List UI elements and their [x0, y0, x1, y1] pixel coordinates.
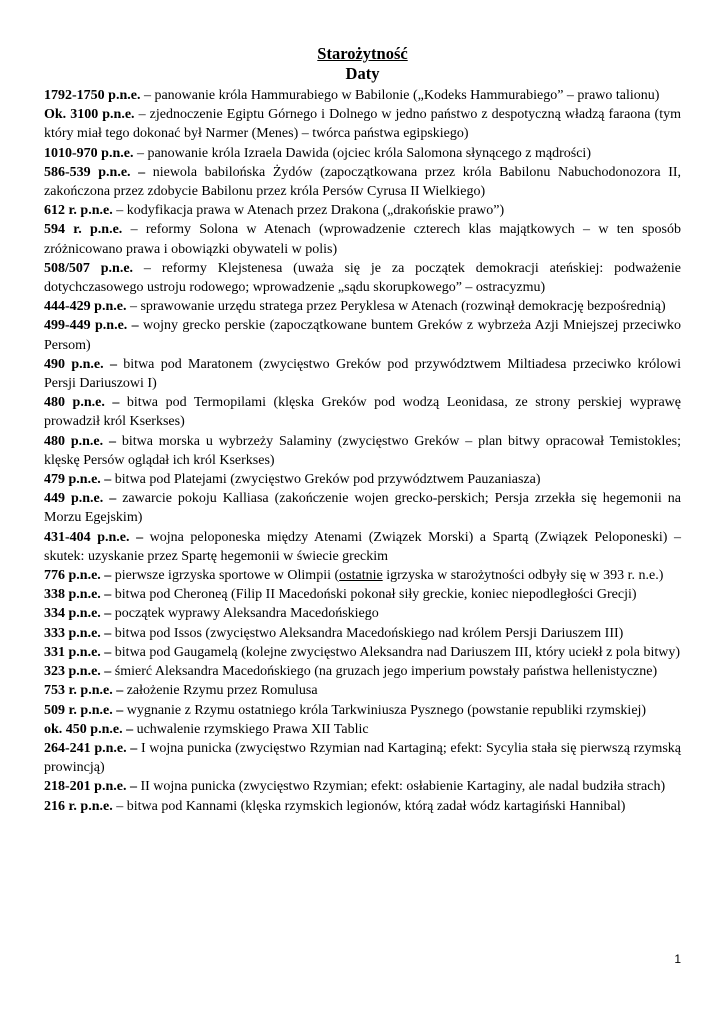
date-entry: 1792-1750 p.n.e. – panowanie króla Hammurabiego w Babilonie („Kodeks Hammurabiego” – prawo talionu)	[44, 88, 660, 103]
date-entry	[44, 604, 681, 623]
date-entry	[44, 566, 681, 585]
entry-date: 480 p.n.e. –	[44, 395, 120, 411]
entry-text: bitwa pod Gaugamelą (kolejne zwycięstwo Aleksandra nad Dariuszem III, który uciekł z pola bitwy)	[114, 644, 681, 660]
entry-text: reformy Solona w Atenach (wprowadzenie czterech klas majątkowych – w ten sposób zróżnicowano prawa i obowiązki obywateli w polis)	[44, 222, 682, 257]
entry-text: igrzyska w starożytności odbyły się w 393 r. n.e.)	[382, 568, 664, 584]
date-entry	[44, 528, 681, 566]
entry-date: 508/507 p.n.e.	[44, 260, 134, 276]
entry-date: 499-449 p.n.e. –	[44, 318, 139, 334]
entry-date: 218-201 p.n.e. –	[44, 779, 137, 795]
entry-text: wojny grecko perskie (zapoczątkowane buntem Greków z wybrzeża Azji Mniejszej przeciwko Persom)	[44, 318, 681, 353]
entry-date: 216 r. p.n.e.	[44, 798, 113, 814]
document-title: Starożytność	[317, 44, 408, 63]
entry-date: 479 p.n.e. –	[44, 472, 112, 488]
entry-date: 594 r. p.n.e.	[44, 222, 123, 238]
date-entry: 1010-970 p.n.e. – panowanie króla Izraela Dawida (ojciec króla Salomona słynącego z mądrości)	[44, 145, 591, 161]
entry-date: Ok. 3100 p.n.e.	[44, 107, 135, 123]
entry-date: 753 r. p.n.e. –	[44, 683, 124, 699]
date-entry	[44, 163, 681, 201]
date-entry	[44, 643, 681, 662]
entry-text: reformy Klejstenesa (uważa się je za początek demokracji ateńskiej: podważenie dotychczasowego ustroju rodowego; wprowadzenie „sądu skorupkowego” – ostracyzmu)	[44, 260, 682, 296]
date-entry	[44, 739, 681, 777]
entry-date: 612 r. p.n.e.	[44, 203, 113, 219]
date-entry	[44, 701, 681, 720]
entry-text: sprawowanie urzędu stratega przez Peryklesa w Atenach (rozwinął demokrację bezpośrednią)	[140, 299, 666, 315]
entry-text: kodyfikacja prawa w Atenach przez Drakona („drakońskie prawo”)	[126, 203, 505, 219]
entry-date: 449 p.n.e. –	[44, 491, 117, 507]
entry-text: pierwsze igrzyska sportowe w Olimpii (	[114, 568, 340, 584]
date-entry	[44, 432, 681, 470]
entry-date: 586-539 p.n.e. –	[44, 164, 146, 180]
entry-text: zawarcie pokoju Kalliasa (zakończenie wojen grecko-perskich; Persja zrzekła się hegemonii na Morzu Egejskim)	[44, 491, 682, 526]
page-number: 1	[674, 952, 681, 966]
date-entry: 612 r. p.n.e. – kodyfikacja prawa w Atenach przez Drakona („drakońskie prawo”)	[44, 203, 505, 219]
date-entry	[44, 393, 681, 431]
date-entry: 508/507 p.n.e. – reformy Klejstenesa (uważa się je za początek demokracji ateńskiej: podważenie dotychczasowego ustroju rodowego; wprowadzenie „sądu skorupkowego” – ostracyzmu)	[44, 260, 682, 296]
entry-text: bitwa pod Cheroneą (Filip II Macedoński pokonał siły greckie, koniec niepodległości Grecji)	[114, 587, 637, 603]
entry-text: wojna peloponeska między Atenami (Związek Morski) a Spartą (Związek Peloponeski) – skutek: uzyskanie przez Spartę hegemonii w świecie greckim	[44, 529, 681, 564]
entry-text: niewola babilońska Żydów (zapoczątkowana przez króla Babilonu Nabuchodonozora II, zakończona przez zdobycie Babilonu przez króla Persów Cyrusa II Wielkiego)	[44, 164, 682, 200]
entry-text: bitwa pod Platejami (zwycięstwo Greków pod przywództwem Pauzaniasza)	[114, 472, 541, 488]
date-entry: Ok. 3100 p.n.e. – zjednoczenie Egiptu Górnego i Dolnego w jedno państwo z despotyczną władzą faraona (tym który miał tego dokonać był Narmer (Menes) – twórca państwa egipskiego)	[44, 107, 681, 142]
entry-date: 490 p.n.e. –	[44, 356, 117, 372]
entry-date: 509 r. p.n.e. –	[44, 702, 124, 718]
date-list	[44, 86, 681, 816]
entry-date: 431-404 p.n.e. –	[44, 529, 144, 545]
date-entry	[44, 355, 681, 393]
entry-underlined-word: ostatnie	[339, 568, 383, 584]
entry-date: 776 p.n.e. –	[44, 568, 112, 584]
entry-text: bitwa pod Maratonem (zwycięstwo Greków pod przywództwem Miltiadesa przeciwko królowi Persji Dariuszowi I)	[44, 356, 682, 392]
document-subtitle: Daty	[345, 64, 380, 83]
entry-text: zjednoczenie Egiptu Górnego i Dolnego w jedno państwo z despotyczną władzą faraona (tym który miał tego dokonać był Narmer (Menes) – twórca państwa egipskiego)	[44, 107, 681, 142]
date-entry	[44, 681, 681, 700]
entry-text: bitwa pod Issos (zwycięstwo Aleksandra Macedońskiego nad królem Persji Dariuszem III)	[114, 625, 624, 641]
date-entry	[44, 470, 681, 489]
entry-text: bitwa morska u wybrzeży Salaminy (zwycięstwo Greków – plan bitwy opracował Temistokles; klęskę Persów oglądał ich król Kserkses)	[44, 433, 682, 468]
date-entry	[44, 316, 681, 354]
entry-text: panowanie króla Izraela Dawida (ojciec króla Salomona słynącego z mądrości)	[147, 145, 591, 161]
entry-date: 323 p.n.e. –	[44, 664, 112, 680]
entry-text: wygnanie z Rzymu ostatniego króla Tarkwiniusza Pysznego (powstanie republiki rzymskiej)	[126, 702, 647, 718]
entry-date: 331 p.n.e. –	[44, 644, 112, 660]
entry-text: bitwa pod Termopilami (klęska Greków pod wodzą Leonidasa, ze strony perskiej wyprawę prowadził król Kserkses)	[44, 395, 681, 430]
entry-date: 1792-1750 p.n.e.	[44, 88, 141, 103]
entry-date: 334 p.n.e. –	[44, 606, 112, 622]
date-entry: 216 r. p.n.e. – bitwa pod Kannami (klęska rzymskich legionów, którą zadał wódz kartagiński Hannibal)	[44, 798, 626, 814]
entry-text: I wojna punicka (zwycięstwo Rzymian nad Kartaginą; efekt: Sycylia stała się pierwszą rzymską prowincją)	[44, 740, 682, 776]
entry-text: II wojna punicka (zwycięstwo Rzymian; efekt: osłabienie Kartaginy, ale nadal budziła strach)	[140, 779, 666, 795]
date-entry	[44, 585, 681, 604]
entry-date: 338 p.n.e. –	[44, 587, 112, 603]
entry-date: 264-241 p.n.e. –	[44, 740, 138, 756]
entry-text: panowanie króla Hammurabiego w Babilonie („Kodeks Hammurabiego” – prawo talionu)	[154, 88, 660, 103]
entry-text: założenie Rzymu przez Romulusa	[126, 683, 318, 699]
entry-text: śmierć Aleksandra Macedońskiego (na gruzach jego imperium powstały państwa hellenistyczne)	[114, 664, 658, 680]
entry-text: początek wyprawy Aleksandra Macedońskiego	[114, 606, 379, 622]
entry-text: bitwa pod Kannami (klęska rzymskich legionów, którą zadał wódz kartagiński Hannibal)	[126, 798, 626, 814]
date-entry	[44, 489, 681, 527]
entry-date: 1010-970 p.n.e.	[44, 145, 134, 161]
date-entry: 594 r. p.n.e. – reformy Solona w Atenach (wprowadzenie czterech klas majątkowych – w ten sposób zróżnicowano prawa i obowiązki obywateli w polis)	[44, 222, 682, 257]
date-entry	[44, 777, 681, 796]
entry-date: 480 p.n.e. –	[44, 433, 116, 449]
entry-text: uchwalenie rzymskiego Prawa XII Tablic	[136, 721, 369, 737]
date-entry	[44, 624, 681, 643]
date-entry	[44, 720, 681, 739]
entry-date: ok. 450 p.n.e. –	[44, 721, 134, 737]
entry-date: 444-429 p.n.e.	[44, 299, 127, 315]
date-entry: 444-429 p.n.e. – sprawowanie urzędu stratega przez Peryklesa w Atenach (rozwinął demokrację bezpośrednią)	[44, 299, 666, 315]
entry-date: 333 p.n.e. –	[44, 625, 112, 641]
date-entry	[44, 662, 681, 681]
